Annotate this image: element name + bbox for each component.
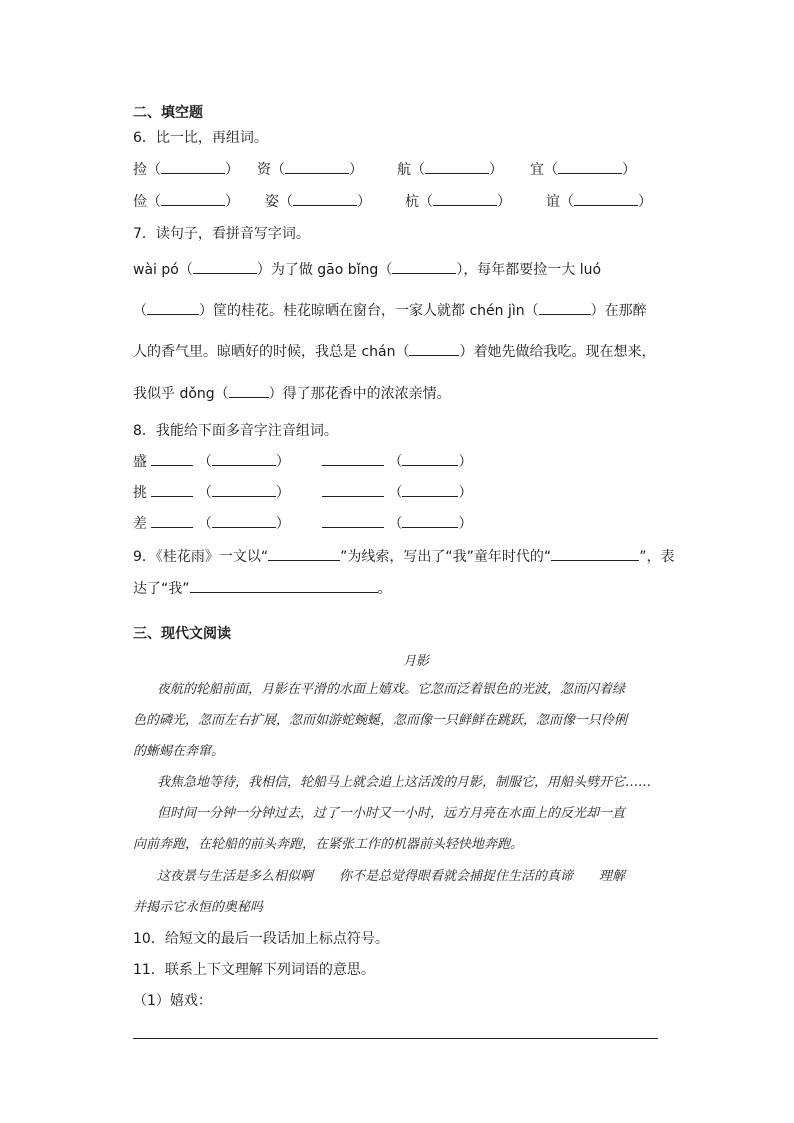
answer-blank[interactable] [151, 482, 193, 497]
text: 得了那花香中的浓浓亲情。 [282, 386, 451, 402]
q8-char: 盛 [133, 454, 147, 470]
q10: 10．给短文的最后一段话加上标点符号。 [133, 931, 389, 947]
answer-blank[interactable] [402, 451, 458, 466]
q9-line-1 [133, 546, 674, 567]
section-3-title: 三、现代文阅读 [133, 626, 231, 642]
answer-blank[interactable] [212, 513, 276, 528]
article-para-1: 色的磷光，忽而左右扩展，忽而如游蛇蜿蜒，忽而像一只鲜鲜在跳跃，忽而像一只伶俐 [133, 713, 628, 728]
article-title: 月影 [402, 654, 429, 669]
answer-blank[interactable] [322, 482, 384, 497]
q8-row-2: （ ） [322, 513, 472, 534]
text: 达了“我” [133, 581, 190, 597]
text: ，每年都要捡一大 [463, 262, 576, 278]
q6-char: 资 [257, 162, 271, 178]
q6-char: 谊 [546, 194, 560, 210]
answer-blank[interactable] [402, 482, 458, 497]
q9-line-2 [133, 578, 392, 599]
text: ”，表 [639, 549, 675, 565]
text: 我似乎 [133, 386, 175, 402]
article-para-2: 我焦急地等待，我相信，轮船马上就会追上这活泼的月影，制服它，用船头劈开它…… [157, 775, 652, 790]
q8-char: 挑 [133, 485, 147, 501]
q6-char: 俭 [133, 194, 147, 210]
pinyin: luó [579, 262, 602, 278]
answer-blank[interactable] [151, 513, 193, 528]
pinyin: wài pó [133, 262, 179, 278]
q6-item: 捡（ ） [133, 159, 239, 180]
article-para-4: 这夜景与生活是多么相似啊 你不是总觉得眼看就会捕捉住生活的真谛 理解 [157, 869, 626, 884]
q7-line-1: wài pó（ ）为了做 gāo bǐng（ ），每年都要捡一大 luó [133, 259, 601, 280]
q6-item: 宜（ ） [530, 159, 636, 180]
text: 人的香气里。晾晒好的时候，我总是 [133, 344, 357, 360]
text: 筐的桂花。桂花晾晒在窗台，一家人就都 [213, 303, 465, 319]
article-para-1: 的蜥蜴在奔窜。 [133, 744, 225, 759]
answer-blank[interactable] [229, 383, 269, 398]
article-para-4: 并揭示它永恒的奥秘吗 [133, 900, 264, 915]
text: 。 [377, 581, 392, 597]
text: 为了做 [270, 262, 313, 278]
q6-item: 资（ ） [257, 159, 363, 180]
answer-blank[interactable] [558, 159, 622, 174]
q6-item: 杭（ ） [405, 191, 511, 212]
q6-char: 航 [397, 162, 411, 178]
answer-blank[interactable] [212, 482, 276, 497]
answer-blank[interactable] [392, 259, 456, 274]
q11-1: （1）嬉戏： [133, 993, 212, 1009]
answer-blank[interactable] [574, 191, 638, 206]
answer-blank[interactable] [161, 159, 225, 174]
text: 着她先做给我吃。现在想来， [473, 344, 656, 360]
q11: 11．联系上下文理解下列词语的意思。 [133, 962, 375, 978]
q6-char: 姿 [265, 194, 279, 210]
answer-blank[interactable] [409, 341, 459, 356]
answer-blank[interactable] [402, 513, 458, 528]
q7-stem: 7．读句子，看拼音写字词。 [133, 226, 310, 242]
answer-blank[interactable] [293, 191, 357, 206]
q6-char: 捡 [133, 162, 147, 178]
q7-line-4: 我似乎 dǒng（ ）得了那花香中的浓浓亲情。 [133, 383, 451, 404]
q6-item: 航（ ） [397, 159, 503, 180]
text: ”为线索，写出了“我”童年时代的“ [340, 549, 552, 565]
q8-stem: 8．我能给下面多音字注音组词。 [133, 423, 338, 439]
section-2-title: 二、填空题 [133, 105, 203, 121]
answer-blank[interactable] [268, 546, 340, 561]
q6-item: 俭（ ） [133, 191, 239, 212]
answer-blank[interactable] [322, 451, 384, 466]
q8-row: 盛 （ ） [133, 451, 290, 472]
text: 9．《桂花雨》一文以“ [133, 549, 269, 565]
article-para-3: 但时间一分钟一分钟过去，过了一小时又一小时，远方月亮在水面上的反光却一直 [157, 806, 626, 821]
q8-char: 差 [133, 516, 147, 532]
q6-item: 谊（ ） [546, 191, 652, 212]
answer-blank[interactable] [212, 451, 276, 466]
answer-blank[interactable] [322, 513, 384, 528]
q6-stem: 6．比一比，再组词。 [133, 130, 268, 146]
answer-blank[interactable] [151, 451, 193, 466]
pinyin: gāo bǐng [317, 262, 379, 278]
q8-row-2: （ ） [322, 451, 472, 472]
q8-row: 挑 （ ） [133, 482, 290, 503]
text: 在那醉 [604, 303, 647, 319]
pinyin: chén jìn [469, 303, 525, 319]
q8-row: 差 （ ） [133, 513, 290, 534]
answer-blank[interactable] [147, 300, 199, 315]
q6-item: 姿（ ） [265, 191, 371, 212]
answer-blank[interactable] [285, 159, 349, 174]
article-para-1: 夜航的轮船前面，月影在平滑的水面上嬉戏。它忽而泛着银色的光波，忽而闪着绿 [157, 682, 626, 697]
q6-char: 宜 [530, 162, 544, 178]
pinyin: dǒng [179, 386, 215, 402]
answer-blank[interactable] [193, 259, 257, 274]
answer-blank[interactable] [190, 578, 378, 593]
q7-line-3: 人的香气里。晾晒好的时候，我总是 chán（ ）着她先做给我吃。现在想来， [133, 341, 655, 362]
article-para-3: 向前奔跑，在轮船的前头奔跑，在紧张工作的机器前头轻快地奔跑。 [133, 837, 524, 852]
answer-blank[interactable] [539, 300, 591, 315]
answer-blank[interactable] [433, 191, 497, 206]
q8-row-2: （ ） [322, 482, 472, 503]
q6-char: 杭 [405, 194, 419, 210]
answer-blank[interactable] [161, 191, 225, 206]
answer-line[interactable] [133, 1038, 658, 1039]
answer-blank[interactable] [551, 546, 639, 561]
q7-line-2: （ ）筐的桂花。桂花晾晒在窗台，一家人就都 chén jìn（ ）在那醉 [133, 300, 647, 321]
pinyin: chán [361, 344, 396, 360]
answer-blank[interactable] [425, 159, 489, 174]
